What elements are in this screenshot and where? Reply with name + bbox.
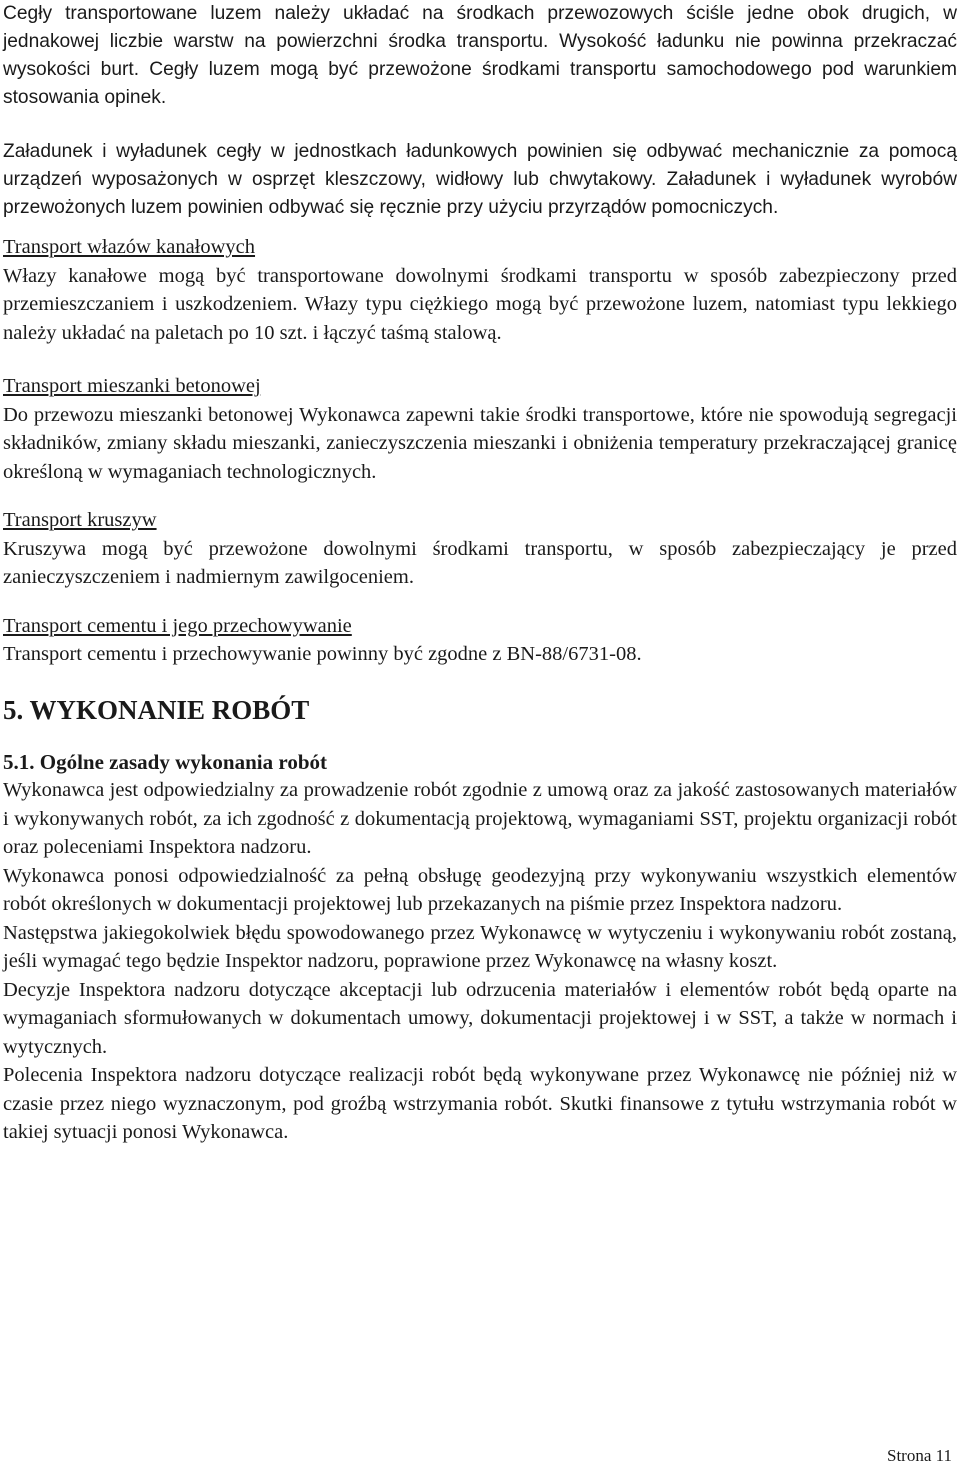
section-5-1-paragraph: Decyzje Inspektora nadzoru dotyczące akceptacji lub odrzucenia materiałów i elementów robót będą oparte na wymaganiach sformułowanych w dokumentach umowy, dokumentacji projektowej i w SST, a także w normach i wytycznych. bbox=[3, 978, 957, 1058]
section-5-1-title: 5.1. Ogólne zasady wykonania robót bbox=[3, 749, 327, 774]
section-title-beton: Transport mieszanki betonowej bbox=[3, 375, 261, 397]
section-5-1-paragraph: Polecenia Inspektora nadzoru dotyczące realizacji robót będą wykonywane przez Wykonawcę nie później niż w czasie przez niego wyznaczonym, pod groźbą wstrzymania robót. Skutki finansowe z tytułu wstrzymania robót w takiej sytuacji ponosi Wykonawca. bbox=[3, 1064, 957, 1143]
section-5-1-paragraph: Wykonawca ponosi odpowiedzialność za pełną obsługę geodezyjną przy wykonywaniu wszystkich elementów robót określonych w dokumentacji projektowej lub przekazanych na piśmie przez Inspektora nadzoru. bbox=[3, 864, 957, 915]
section-5-1-paragraph: Następstwa jakiegokolwiek błędu spowodowanego przez Wykonawcę w wytyczeniu i wykonywaniu robót zostaną, jeśli wymagać tego będzie Inspektor nadzoru, poprawione przez Wykonawcę na własny koszt. bbox=[3, 921, 957, 972]
intro-paragraph-bricks-loose: Cegły transportowane luzem należy układać na środkach przewozowych ściśle jedne obok drugich, w jednakowej liczbie warstw na powierzchni środka transportu. Wysokość ładunku nie powinna przekraczać wysokości burt. Cegły luzem mogą być przewożone środkami transportu samochodowego pod warunkiem stosowania opinek. bbox=[3, 3, 957, 108]
section-title-kruszywa: Transport kruszyw bbox=[3, 509, 157, 531]
section-text-cement: Transport cementu i przechowywanie powinny być zgodne z BN-88/6731-08. bbox=[3, 643, 642, 665]
section-title-cement: Transport cementu i jego przechowywanie bbox=[3, 614, 352, 637]
section-text-kruszywa: Kruszywa mogą być przewożone dowolnymi środkami transportu, w sposób zabezpieczający je przed zanieczyszczeniem i nadmiernym zawilgoceniem. bbox=[3, 537, 957, 588]
page-number: Strona 11 bbox=[886, 1446, 952, 1465]
section-text-beton: Do przewozu mieszanki betonowej Wykonawca zapewni takie środki transportowe, które nie spowodują segregacji składników, zmiany składu mieszanki, zanieczyszczenia mieszanki i obniżenia temperatury przekraczającej granicę określoną w wymaganiach technologicznych. bbox=[3, 403, 957, 483]
section-text-wlazy: Włazy kanałowe mogą być transportowane dowolnymi środkami transportu w sposób zabezpieczony przed przemieszczaniem i uszkodzeniem. Włazy typu ciężkiego mogą być przewożone luzem, natomiast typu lekkiego należy układać na paletach po 10 szt. i łączyć taśmą stalową. bbox=[3, 264, 957, 344]
section-5-1-paragraph: Wykonawca jest odpowiedzialny za prowadzenie robót zgodnie z umową oraz za jakość zastosowanych materiałów i wykonywanych robót, za ich zgodność z dokumentacją projektową, wymaganiami SST, projektu organizacji robót oraz poleceniami Inspektora nadzoru. bbox=[3, 779, 957, 858]
intro-paragraph-loading: Załadunek i wyładunek cegły w jednostkach ładunkowych powinien się odbywać mechanicznie za pomocą urządzeń wyposażonych w osprzęt kleszczowy, widłowy lub chwytakowy. Załadunek i wyładunek wyrobów przewożonych luzem powinien odbywać się ręcznie przy użyciu przyrządów pomocniczych. bbox=[3, 141, 957, 218]
chapter-title: 5. WYKONANIE ROBÓT bbox=[3, 694, 310, 725]
section-title-wlazy: Transport włazów kanałowych bbox=[3, 236, 256, 258]
document-page bbox=[3, 0, 957, 1147]
